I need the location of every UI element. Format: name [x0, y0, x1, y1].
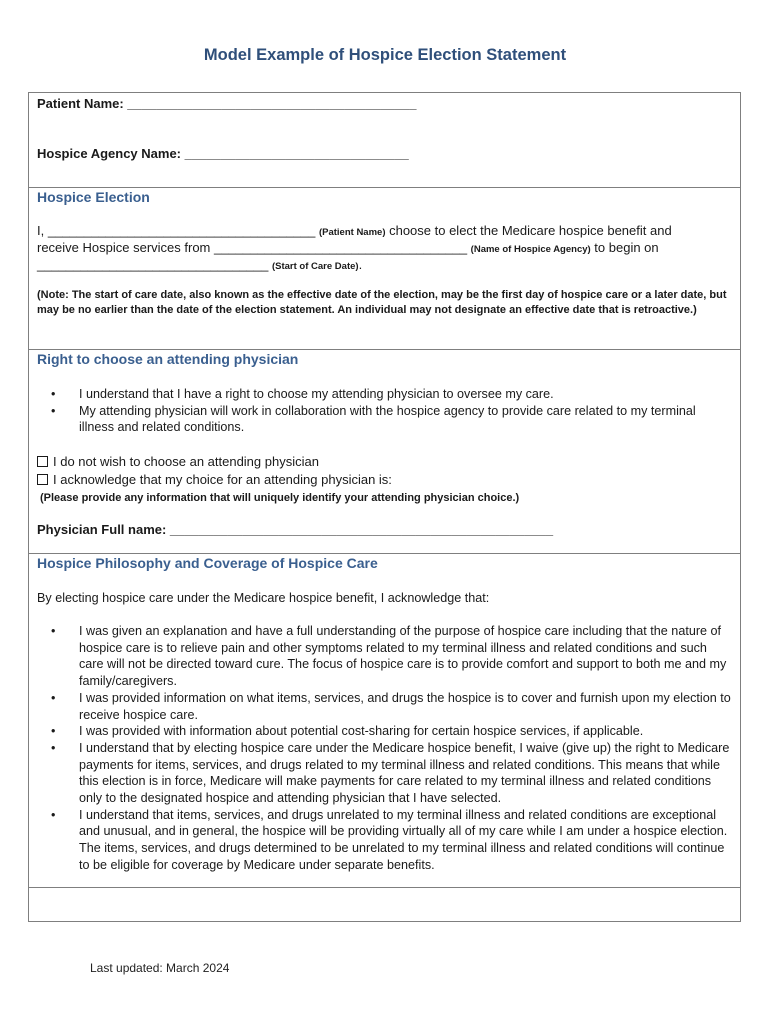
divider — [29, 349, 740, 350]
footer-updated: Last updated: March 2024 — [90, 961, 230, 975]
patient-name-blank[interactable]: I, _____________________________________ — [37, 223, 319, 238]
election-line-2[interactable] — [37, 240, 659, 258]
checkbox-icon[interactable] — [37, 456, 48, 467]
philosophy-heading: Hospice Philosophy and Coverage of Hospice Care — [37, 555, 378, 571]
attending-bullet-list — [29, 386, 719, 436]
list-item: • I was given an explanation and have a full understanding of the purpose of hospice care including that the nature of hospice care is to relieve pain and other symptoms related to my terminal illness and related conditions and such care will not be directed toward cure. The focus of hospice care is to provide comfort and support to both me and my family/caregivers. — [29, 623, 734, 690]
agency-name-blank[interactable]: receive Hospice services from ___________________________________ — [37, 240, 471, 255]
philosophy-bullet-list — [29, 623, 734, 874]
election-text: . — [358, 257, 363, 272]
page-title: Model Example of Hospice Election Statement — [203, 46, 567, 64]
election-line-1[interactable] — [37, 223, 672, 241]
option-choose-physician[interactable] — [37, 472, 392, 488]
option-label: I do not wish to choose an attending physician — [53, 454, 319, 469]
list-item: • I was provided with information about potential cost-sharing for certain hospice services, if applicable. — [29, 723, 734, 740]
election-line-3[interactable] — [37, 257, 362, 275]
list-item: • I was provided information on what items, services, and drugs the hospice is to cover and furnish upon my election to receive hospice care. — [29, 690, 734, 723]
election-text: to begin on — [590, 240, 659, 255]
election-heading: Hospice Election — [37, 189, 150, 205]
option-no-physician[interactable] — [37, 454, 319, 470]
election-text: choose to elect the Medicare hospice benefit and — [385, 223, 672, 238]
patient-name-field[interactable]: Patient Name: ________________________________________ — [37, 96, 417, 111]
agency-name-caption: (Name of Hospice Agency) — [470, 244, 591, 255]
divider — [29, 887, 740, 888]
list-item: • My attending physician will work in collaboration with the hospice agency to provide care related to my terminal illness and related conditions. — [29, 403, 719, 436]
start-date-blank[interactable]: ________________________________ — [37, 257, 272, 272]
list-item: • I understand that items, services, and drugs unrelated to my terminal illness and related conditions are exceptional and unusual, and in general, the hospice will be providing virtually all of my care while I am under a hospice election. The items, services, and drugs determined to be unrelated to my terminal illness and related conditions will continue to be eligible for coverage by Medicare under separate benefits. — [29, 807, 734, 874]
checkbox-icon[interactable] — [37, 474, 48, 485]
philosophy-intro: By electing hospice care under the Medicare hospice benefit, I acknowledge that: — [37, 591, 490, 605]
divider — [29, 187, 740, 188]
start-date-caption: (Start of Care Date) — [271, 261, 359, 272]
option-label: I acknowledge that my choice for an attending physician is: — [53, 472, 392, 487]
list-item: • I understand that I have a right to choose my attending physician to oversee my care. — [29, 386, 719, 403]
list-item: • I understand that by electing hospice care under the Medicare hospice benefit, I waive (give up) the right to Medicare payments for items, services, and drugs related to my terminal illness and related conditions. This means that while this election is in force, Medicare will make payments for care related to my terminal illness and related conditions only to the designated hospice and attending physician that I have selected. — [29, 740, 734, 807]
physician-name-field[interactable]: Physician Full name: _____________________________________________________ — [37, 522, 554, 537]
physician-instruction: (Please provide any information that will uniquely identify your attending physician choice.) — [40, 492, 520, 504]
agency-name-field[interactable]: Hospice Agency Name: _______________________________ — [37, 146, 409, 161]
attending-heading: Right to choose an attending physician — [37, 351, 299, 367]
form-box — [28, 92, 741, 922]
patient-name-caption: (Patient Name) — [318, 227, 386, 238]
election-note: (Note: The start of care date, also known as the effective date of the election, may be the first day of hospice care or a later date, but may be no earlier than the date of the election statement. An individual may not designate an effective date that is retroactive.) — [37, 289, 727, 316]
divider — [29, 553, 740, 554]
